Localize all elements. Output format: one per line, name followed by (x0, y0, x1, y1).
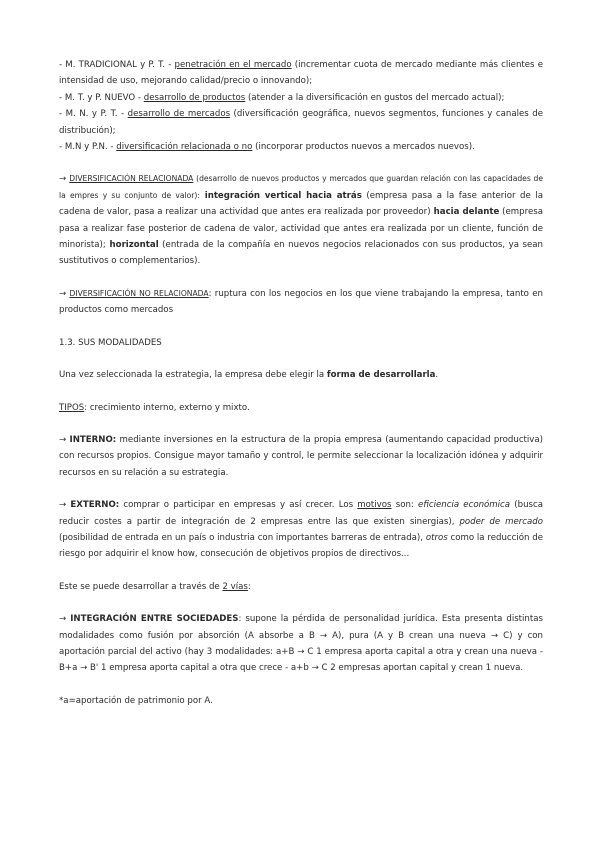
list-item (59, 57, 543, 90)
body-text: (posibilidad de entrada en un país o industria con importantes barreras de entrada), (59, 532, 426, 543)
externo-paragraph (59, 497, 543, 563)
body-text: : ruptura con los negocios en los que viene trabajando la empresa, tanto en productos como mercados (59, 288, 543, 316)
bold-term: forma de desarrollarla (326, 370, 436, 381)
bold-term: EXTERNO: (70, 500, 120, 511)
italic-term: eficiencia económica (418, 500, 511, 511)
italic-term: otros (425, 532, 448, 543)
list-item (59, 139, 543, 155)
arrow-icon: → (59, 174, 70, 185)
bold-term: INTERNO: (69, 434, 117, 445)
body-text: : (247, 581, 251, 592)
body-text: . (435, 370, 439, 381)
bold-term: INTEGRACIÓN ENTRE SOCIEDADES (70, 614, 239, 625)
diversificacion-relacionada-paragraph (59, 171, 543, 269)
body-text: Este se puede desarrollar a través de (59, 581, 223, 592)
vias-paragraph (59, 579, 543, 595)
spacer (59, 677, 543, 693)
spacer (59, 270, 543, 286)
bold-term: hacia delante (430, 207, 500, 218)
underlined-term: 2 vías (222, 581, 248, 592)
small-text: (desarrollo de nuevos productos y mercados que guardan relación con las capacidades de la empres y su conjunto de valor): (59, 174, 543, 200)
underlined-term: desarrollo de mercados (127, 109, 231, 120)
list-item-text: (diversificación geográfica, nuevos segmentos, funciones y canales de distribución); (59, 109, 543, 136)
spacer (59, 481, 543, 497)
underlined-term: penetración en el mercado (174, 60, 292, 70)
arrow-icon: → (59, 288, 70, 299)
underlined-term: diversificación relacionada o no (116, 142, 253, 153)
body-text: mediante inversiones en la estructura de la propia empresa (aumentando capacidad productiva) con recursos propios. Consigue mayor tamaño y control, le permite seleccionar la localización idónea y adquirir recursos en su relación a su estrategia. (59, 434, 544, 478)
body-text: (empresa pasa a realizar fase posterior de cadena de valor, actividad que antes era realizada por un cliente, función de minorista); (59, 207, 543, 251)
spacer (59, 563, 543, 579)
spacer (59, 351, 543, 367)
section-heading: 1.3. SUS MODALIDADES (59, 337, 162, 348)
list-item-text: (atender a la diversificación en gustos del mercado actual); (245, 92, 505, 103)
underlined-term: motivos (357, 500, 392, 511)
body-text: como la reducción de riesgo por adquirir el know how, consecución de objetivos propios de directivos... (59, 532, 543, 560)
underlined-term: DIVERSIFICACIÓN NO RELACIONADA (69, 288, 209, 298)
body-text: : crecimiento interno, externo y mixto. (84, 402, 250, 413)
italic-term: poder de mercado (459, 516, 543, 527)
list-item-prefix: - M.N y P.N. - (59, 142, 117, 153)
spacer (59, 416, 543, 432)
diversificacion-no-relacionada-paragraph (59, 286, 543, 319)
intro-paragraph (59, 367, 543, 383)
arrow-icon: → (59, 434, 70, 445)
underlined-term: DIVERSIFICACIÓN RELACIONADA (69, 174, 194, 184)
list-item (59, 90, 543, 106)
underlined-term: desarrollo de productos (143, 92, 246, 103)
arrow-icon: → (59, 614, 71, 625)
spacer (59, 595, 543, 611)
tipos-paragraph (59, 400, 543, 416)
integracion-paragraph (59, 611, 543, 677)
body-text: (empresa pasa a la fase anterior de la cadena de valor, pasa a realizar una actividad que antes era realizada por proveedor) (59, 190, 543, 218)
spacer (59, 319, 543, 335)
bold-term: horizontal (105, 240, 159, 251)
list-item-text: (incorporar productos nuevos a mercados nuevos). (252, 142, 475, 153)
interno-paragraph (59, 432, 543, 481)
strategy-list (59, 57, 543, 155)
spacer (59, 384, 543, 400)
body-text: (entrada de la compañía en nuevos negocios relacionados con sus productos, ya sean sustitutivos o complementarios). (59, 240, 544, 267)
body-text: son: (391, 500, 419, 511)
bold-term: integración vertical hacia atrás (199, 190, 362, 201)
spacer (59, 155, 543, 171)
list-item (59, 106, 543, 139)
list-item-prefix: - M. TRADICIONAL y P. T. - (59, 60, 175, 70)
arrow-icon: → (59, 500, 71, 511)
list-item-prefix: - M. T. y P. NUEVO - (59, 92, 144, 103)
body-text: comprar o participar en empresas y así crecer. Los (119, 500, 358, 511)
body-text: : supone la pérdida de personalidad jurídica. Esta presenta distintas modalidades como fusión por absorción (A absorbe a B → A), pura (A y B crean una nueva → C) y con aportación parcial del activo (hay 3 modalidades: a+B → C 1 empresa aporta capital a otra y crean una nueva - B+a → B' 1 empresa aporta capital a otra que crece - a+b → C 2 empresas aportan capital y crean 1 nueva. (59, 614, 543, 674)
footnote: *a=aportación de patrimonio por A. (59, 695, 213, 706)
underlined-term: TIPOS (59, 402, 85, 413)
body-text: Una vez seleccionada la estrategia, la empresa debe elegir la (59, 370, 327, 381)
list-item-text: (incrementar cuota de mercado mediante más clientes e intensidad de uso, mejorando calidad/precio o innovando); (59, 60, 543, 87)
body-text: (busca reducir costes a partir de integración de 2 empresas entre las que existen sinergias), (59, 500, 543, 527)
list-item-prefix: - M. N. y P. T. - (59, 109, 128, 120)
